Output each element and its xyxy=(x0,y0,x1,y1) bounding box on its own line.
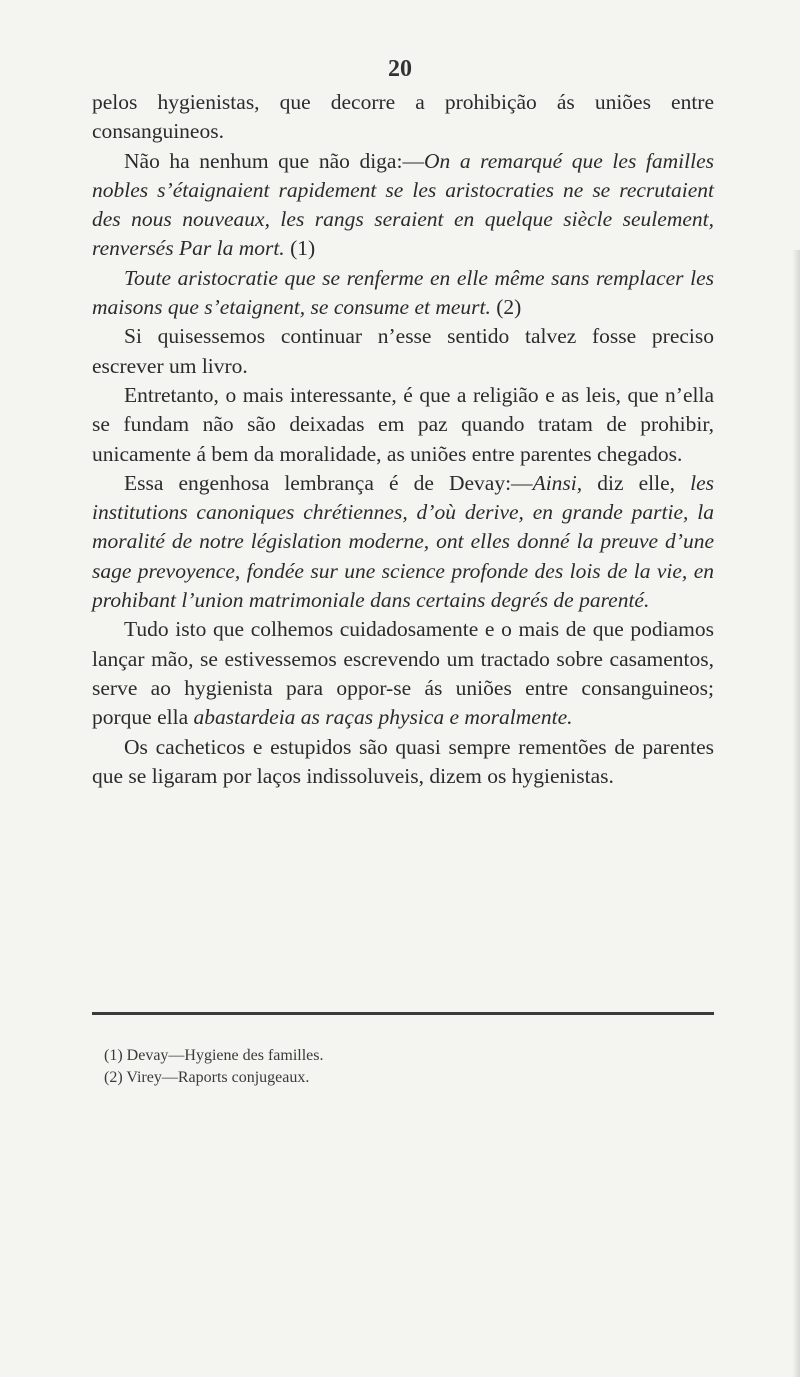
paragraph xyxy=(92,88,714,147)
text-run: (1) xyxy=(284,236,316,261)
footnotes xyxy=(104,1045,664,1089)
italic-text: abastardeia as raças physica e moralmente. xyxy=(193,705,573,730)
paragraph xyxy=(92,147,714,264)
text-run: Essa engenhosa lembrança é de Devay:— xyxy=(124,470,533,495)
italic-text: On a remarqué que les familles nobles s’étaignaient rapidement se les aristocraties ne se recrutaient des nous nouveaux, les rangs seraient en quelque siècle seulement, renversés Par la mort. xyxy=(92,148,714,261)
body-text xyxy=(92,88,714,791)
text-run: Si quisessemos continuar n’esse sentido talvez fosse preciso escrever um livro. xyxy=(92,324,714,378)
paragraph xyxy=(92,381,714,469)
text-run: (2) xyxy=(490,295,522,320)
text-run: Entretanto, o mais interessante, é que a religião e as leis, que n’ella se fundam não são deixadas em paz quando tratam de prohibir, unicamente á bem da moralidade, as uniões entre parentes chegados. xyxy=(92,382,714,466)
paragraph xyxy=(92,322,714,381)
text-run: Os cacheticos e estupidos são quasi sempre rementões de parentes que se ligaram por laços indissoluveis, dizem os hygienistas. xyxy=(92,734,714,788)
italic-text: Toute aristocratie que se renferme en elle même sans remplacer les maisons que s’etaignent, se consume et meurt. xyxy=(92,265,714,320)
italic-text: les institutions canoniques chrétiennes, d’où derive, en grande partie, la moralité de notre législation moderne, ont elles donné la preuve d’une sage prevoyence, fondée sur une science profonde des lois de la vie, en prohibant l’union matrimoniale dans certains degrés de parenté. xyxy=(92,470,714,613)
footnote: (1) Devay—Hygiene des familles. xyxy=(104,1047,324,1064)
page-edge-shadow xyxy=(792,250,800,1377)
page-number: 20 xyxy=(388,56,412,82)
italic-text: Ainsi, xyxy=(532,470,583,495)
footnote-separator xyxy=(92,1012,714,1015)
text-run: pelos hygienistas, que decorre a prohibição ás uniões entre consanguineos. xyxy=(92,90,714,144)
footnote: (2) Virey—Raports conjugeaux. xyxy=(104,1069,310,1086)
paragraph xyxy=(92,615,714,732)
text-run: Tudo isto que colhemos cuidadosamente e o mais de que podiamos lançar mão, se estivessemos escrevendo um tractado sobre casamentos, serve ao hygienista para oppor-se ás uniões entre consanguineos; porque ella xyxy=(92,617,714,730)
paragraph xyxy=(92,469,714,615)
paragraph xyxy=(92,733,714,792)
text-run: diz elle, xyxy=(582,470,691,495)
text-run: Não ha nenhum que não diga:— xyxy=(124,148,424,173)
paragraph xyxy=(92,264,714,323)
